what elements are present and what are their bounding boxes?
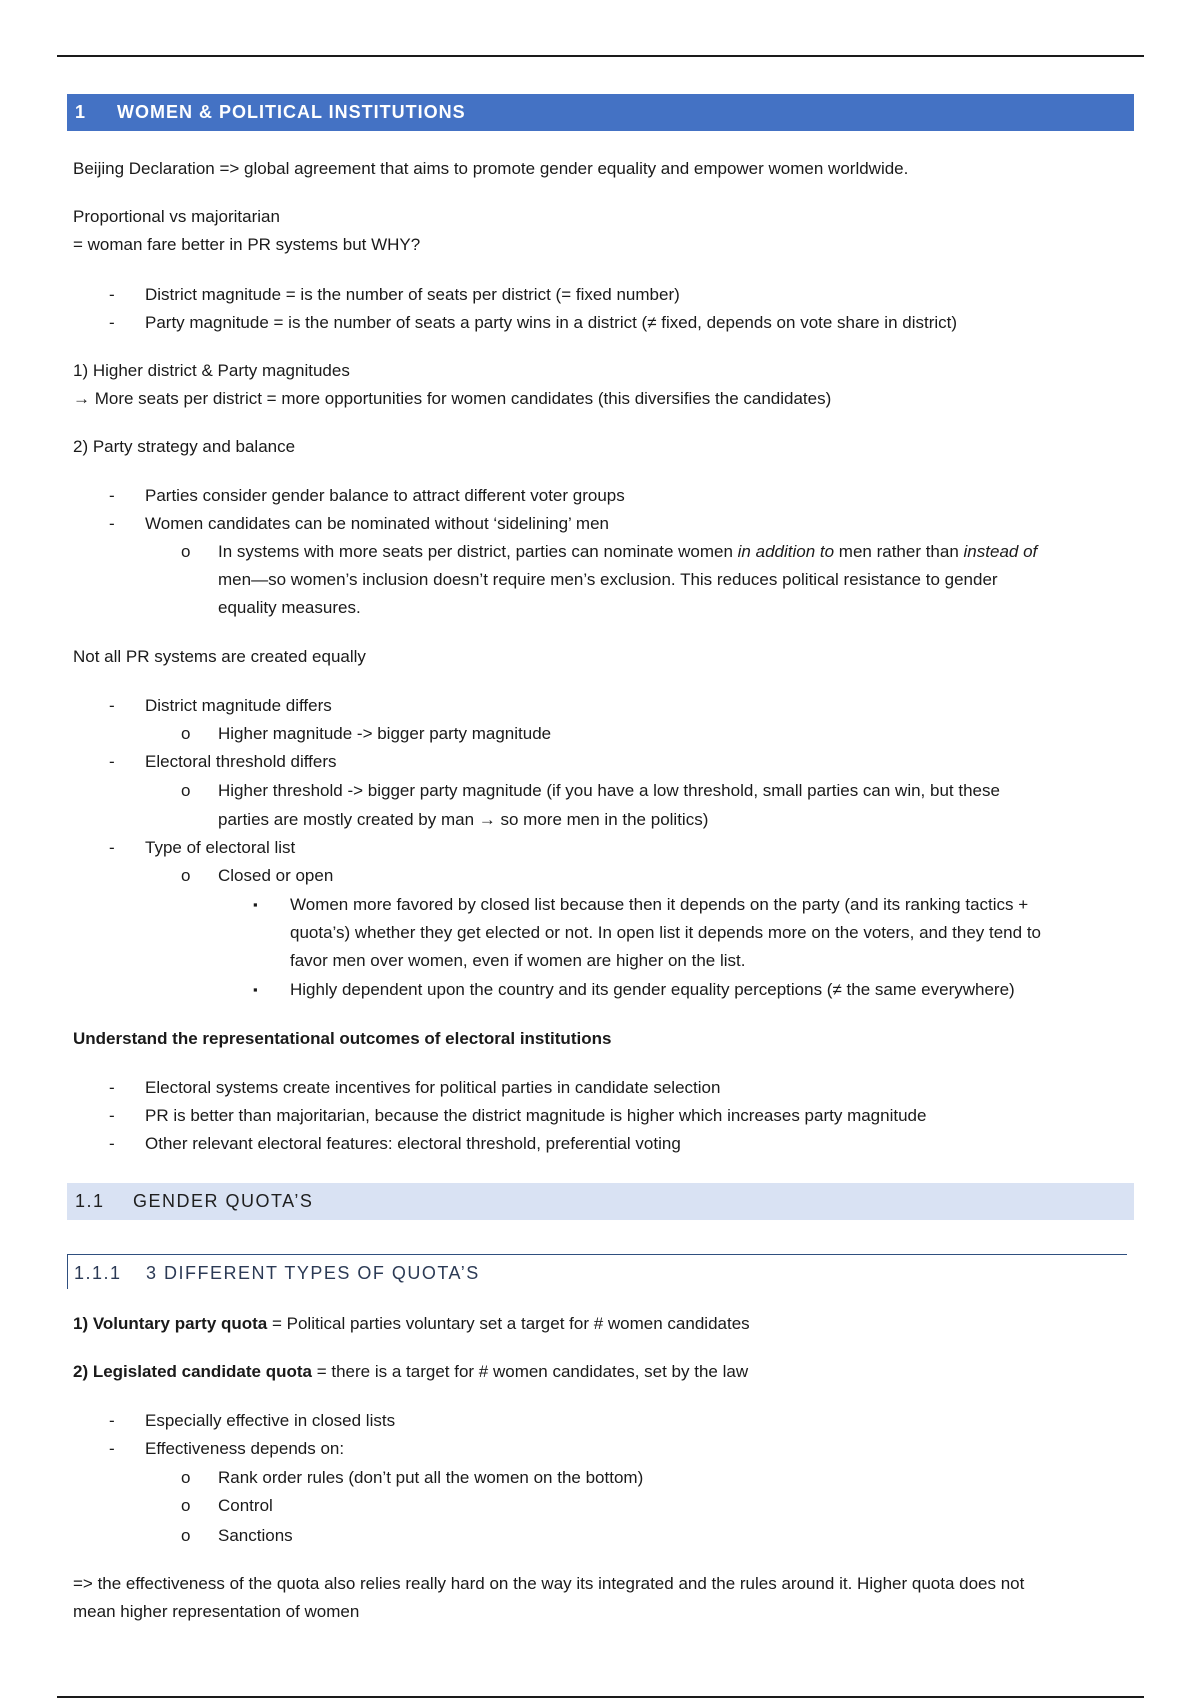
circle-bullet: o [181, 1496, 191, 1515]
dash-bullet: - [109, 285, 115, 304]
circle-bullet: o [181, 866, 191, 885]
circle-bullet: o [181, 542, 191, 561]
heading-1 [67, 94, 1134, 131]
paragraph-not-all-pr: Not all PR systems are created equally [73, 647, 366, 666]
dash-bullet: - [109, 1078, 115, 1097]
paragraph-more-seats: → More seats per district = more opportunities for women candidates (this diversifies the candidates) [73, 389, 832, 408]
paragraph-effectiveness-2: mean higher representation of women [73, 1602, 360, 1621]
dash-bullet: - [109, 752, 115, 771]
paragraph-beijing: Beijing Declaration => global agreement that aims to promote gender equality and empower women worldwide. [73, 159, 909, 178]
heading-3-number: 1.1.1 [74, 1263, 122, 1283]
dash-bullet: - [109, 696, 115, 715]
dash-bullet: - [109, 1411, 115, 1430]
heading-2 [67, 1183, 1134, 1220]
paragraph-understand: Understand the representational outcomes of electoral institutions [73, 1029, 612, 1048]
paragraph-quota-1: 1) Voluntary party quota = Political parties voluntary set a target for # women candidates [73, 1314, 750, 1333]
paragraph-quota-2: 2) Legislated candidate quota = there is a target for # women candidates, set by the law [73, 1362, 749, 1381]
dash-bullet: - [109, 486, 115, 505]
heading-1-number: 1 [75, 102, 87, 122]
dash-bullet: - [109, 1439, 115, 1458]
circle-bullet: o [181, 724, 191, 743]
heading-1-title: WOMEN & POLITICAL INSTITUTIONS [117, 102, 466, 122]
paragraph-effectiveness-1: => the effectiveness of the quota also relies really hard on the way its integrated and the rules around it. Higher quota does not [73, 1574, 1025, 1593]
dash-bullet: - [109, 1134, 115, 1153]
page-bottom-rule [57, 1696, 1144, 1698]
paragraph-party-strategy: 2) Party strategy and balance [73, 437, 296, 456]
page-top-rule [57, 55, 1144, 57]
dash-bullet: - [109, 1106, 115, 1125]
circle-bullet: o [181, 781, 191, 800]
dash-bullet: - [109, 313, 115, 332]
dash-bullet: - [109, 514, 115, 533]
heading-3-title: 3 DIFFERENT TYPES OF QUOTA’S [146, 1263, 480, 1283]
circle-bullet: o [181, 1468, 191, 1487]
paragraph-higher-magnitudes: 1) Higher district & Party magnitudes [73, 361, 350, 380]
circle-bullet: o [181, 1526, 191, 1545]
square-bullet: ▪ [253, 982, 258, 997]
heading-2-number: 1.1 [75, 1191, 105, 1211]
heading-3 [67, 1254, 1127, 1289]
paragraph-proportional: Proportional vs majoritarian [73, 207, 280, 226]
dash-bullet: - [109, 838, 115, 857]
square-bullet: ▪ [253, 897, 258, 912]
paragraph-woman-fare: = woman fare better in PR systems but WHY? [73, 235, 421, 254]
heading-2-title: GENDER QUOTA’S [133, 1191, 314, 1211]
